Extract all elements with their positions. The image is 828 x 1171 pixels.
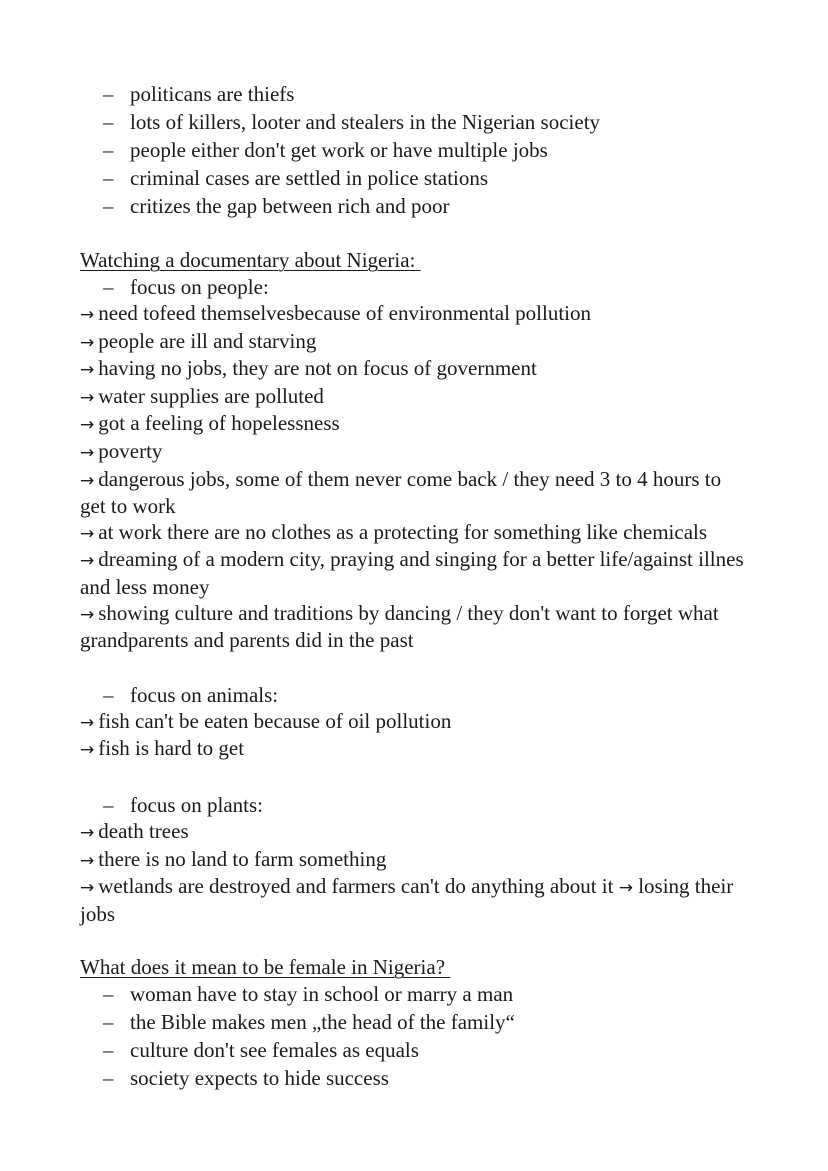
- people-points: [80, 301, 748, 654]
- dash-bullet: –: [103, 166, 114, 190]
- arrow-point: → showing culture and traditions by dancing / they don't want to forget what grandparents and parents did in the past: [80, 600, 719, 653]
- list-item: – people either don't get work or have multiple jobs: [103, 138, 548, 162]
- arrow-icon: →: [80, 822, 95, 843]
- document-page: [80, 80, 748, 1092]
- arrow-icon: →: [80, 332, 95, 353]
- arrow-icon: →: [80, 878, 95, 899]
- arrow-point: → fish can't be eaten because of oil pollution: [80, 708, 452, 733]
- dash-bullet: –: [103, 110, 114, 134]
- arrow-point: → at work there are no clothes as a protecting for something like chemicals: [80, 519, 708, 544]
- list-item: – the Bible makes men „the head of the family“: [103, 1010, 515, 1035]
- arrow-icon: →: [80, 442, 95, 463]
- arrow-icon: →: [618, 878, 633, 899]
- animals-heading-list: [80, 681, 748, 709]
- arrow-point: → dangerous jobs, some of them never come back / they need 3 to 4 hours to get to work: [80, 466, 722, 519]
- plants-heading-list: [80, 791, 748, 819]
- dash-bullet: –: [103, 1066, 114, 1091]
- dash-bullet: –: [103, 1038, 114, 1063]
- arrow-icon: →: [80, 740, 95, 761]
- arrow-point: → fish is hard to get: [80, 736, 245, 761]
- list-item: – woman have to stay in school or marry a man: [103, 982, 514, 1007]
- dash-bullet: –: [103, 138, 114, 162]
- arrow-icon: →: [80, 415, 95, 436]
- dash-bullet: –: [103, 82, 114, 106]
- animals-points: [80, 709, 748, 764]
- dash-bullet: –: [103, 982, 114, 1007]
- arrow-point: → death trees: [80, 818, 189, 843]
- list-item: – lots of killers, looter and stealers in the Nigerian society: [103, 110, 601, 134]
- arrow-point: → having no jobs, they are not on focus of government: [80, 356, 537, 381]
- people-heading-list: [80, 273, 748, 301]
- arrow-point: → wetlands are destroyed and farmers can't do anything about it → losing their jobs: [80, 874, 734, 926]
- plants-points: [80, 819, 748, 927]
- arrow-icon: →: [80, 387, 95, 408]
- dash-bullet: –: [103, 682, 114, 707]
- arrow-icon: →: [80, 470, 95, 491]
- list-item: – focus on animals:: [103, 682, 279, 707]
- arrow-icon: →: [80, 551, 95, 572]
- female-title: What does it mean to be female in Nigeria?: [80, 955, 451, 980]
- arrow-point: → poverty: [80, 438, 163, 463]
- arrow-icon: →: [80, 604, 95, 625]
- list-item: – culture don't see females as equals: [103, 1038, 419, 1063]
- list-item: – focus on plants:: [103, 792, 263, 817]
- arrow-point: → dreaming of a modern city, praying and singing for a better life/against illnes and less money: [80, 547, 744, 599]
- list-item: – politicans are thiefs: [103, 82, 295, 106]
- arrow-icon: →: [80, 850, 95, 871]
- arrow-point: → need tofeed themselvesbecause of environmental pollution: [80, 301, 592, 325]
- documentary-title: Watching a documentary about Nigeria:: [80, 248, 421, 272]
- arrow-icon: →: [80, 712, 95, 733]
- arrow-icon: →: [80, 523, 95, 544]
- arrow-icon: →: [80, 305, 95, 325]
- list-item: – criminal cases are settled in police stations: [103, 166, 489, 190]
- dash-bullet: –: [103, 275, 114, 299]
- list-item: – society expects to hide success: [103, 1066, 389, 1091]
- arrow-icon: →: [80, 360, 95, 381]
- list-item: – critizes the gap between rich and poor: [103, 194, 450, 218]
- arrow-point: → people are ill and starving: [80, 328, 317, 353]
- dash-bullet: –: [103, 792, 114, 817]
- female-list: [80, 980, 748, 1092]
- arrow-point: → there is no land to farm something: [80, 846, 387, 871]
- arrow-point: → water supplies are polluted: [80, 383, 324, 408]
- arrow-point: → got a feeling of hopelessness: [80, 411, 340, 436]
- intro-list: [80, 80, 748, 220]
- list-item: – focus on people:: [103, 275, 269, 299]
- dash-bullet: –: [103, 1010, 114, 1035]
- dash-bullet: –: [103, 194, 114, 218]
